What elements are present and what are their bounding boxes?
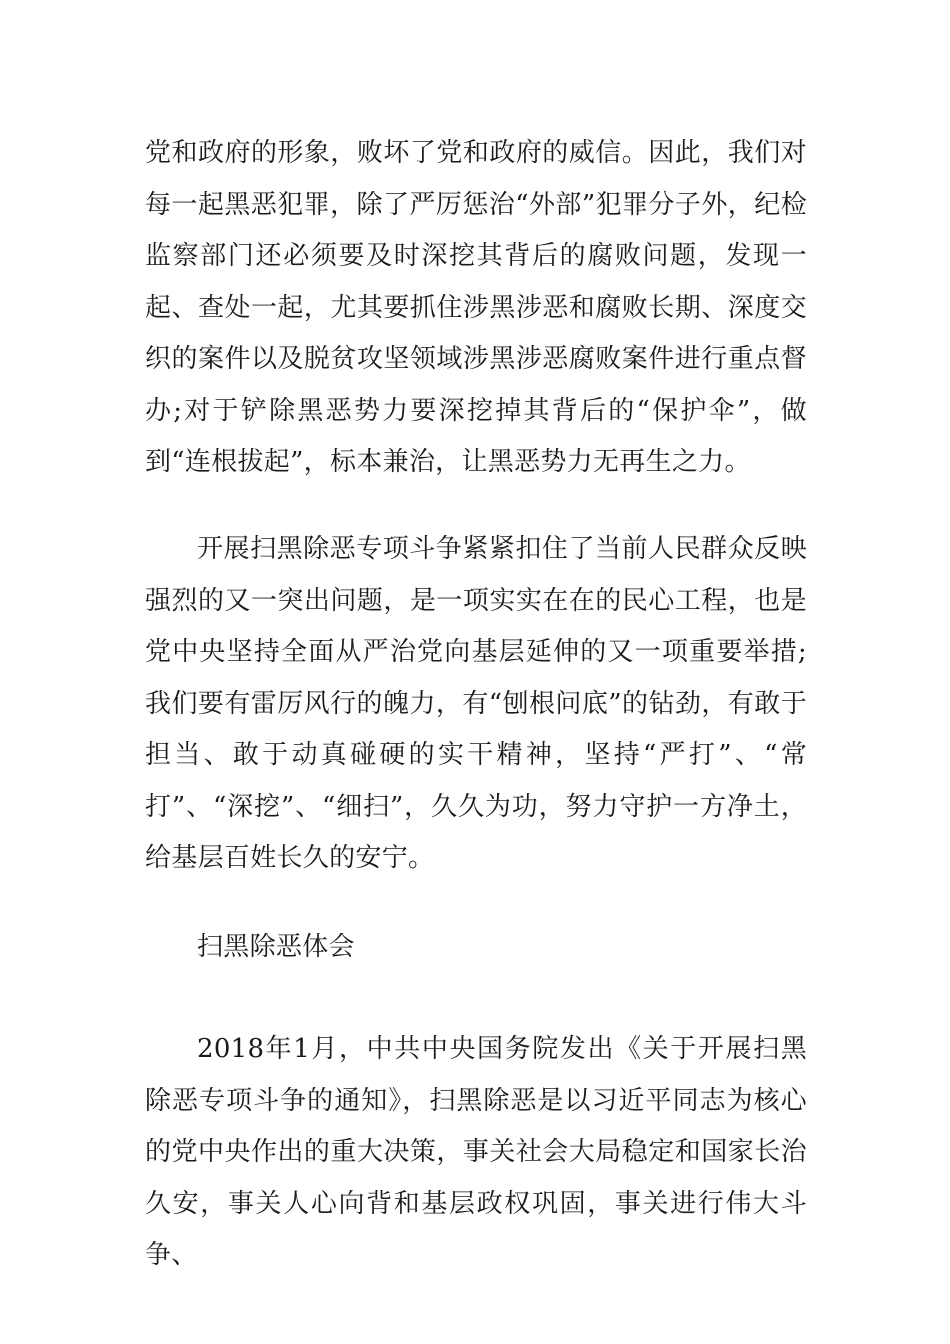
body-paragraph-1: 党和政府的形象，败坏了党和政府的威信。因此，我们对每一起黑恶犯罪，除了严厉惩治“外部”犯罪分子外，纪检监察部门还必须要及时深挖其背后的腐败问题，发现一起、查处一起，尤其要抓住涉黑涉恶和腐败长期、深度交织的案件以及脱贫攻坚领域涉黑涉恶腐败案件进行重点督办;对于铲除黑恶势力要深挖掉其背后的“保护伞”，做到“连根拔起”，标本兼治，让黑恶势力无再生之力。 xyxy=(145,138,807,477)
body-paragraph-3: 2018年1月，中共中央国务院发出《关于开展扫黑除恶专项斗争的通知》，扫黑除恶是以习近平同志为核心的党中央作出的重大决策，事关社会大局稳定和国家长治久安，事关人心向背和基层政权巩固，事关进行伟大斗争、 xyxy=(145,1034,807,1270)
section-heading: 扫黑除恶体会 xyxy=(197,932,355,962)
body-paragraph-2: 开展扫黑除恶专项斗争紧紧扣住了当前人民群众反映强烈的又一突出问题，是一项实实在在的民心工程，也是党中央坚持全面从严治党向基层延伸的又一项重要举措;我们要有雷厉风行的魄力，有“刨根问底”的钻劲，有敢于担当、敢于动真碰硬的实干精神，坚持“严打”、“常打”、“深挖”、“细扫”，久久为功，努力守护一方净土，给基层百姓长久的安宁。 xyxy=(145,534,807,873)
